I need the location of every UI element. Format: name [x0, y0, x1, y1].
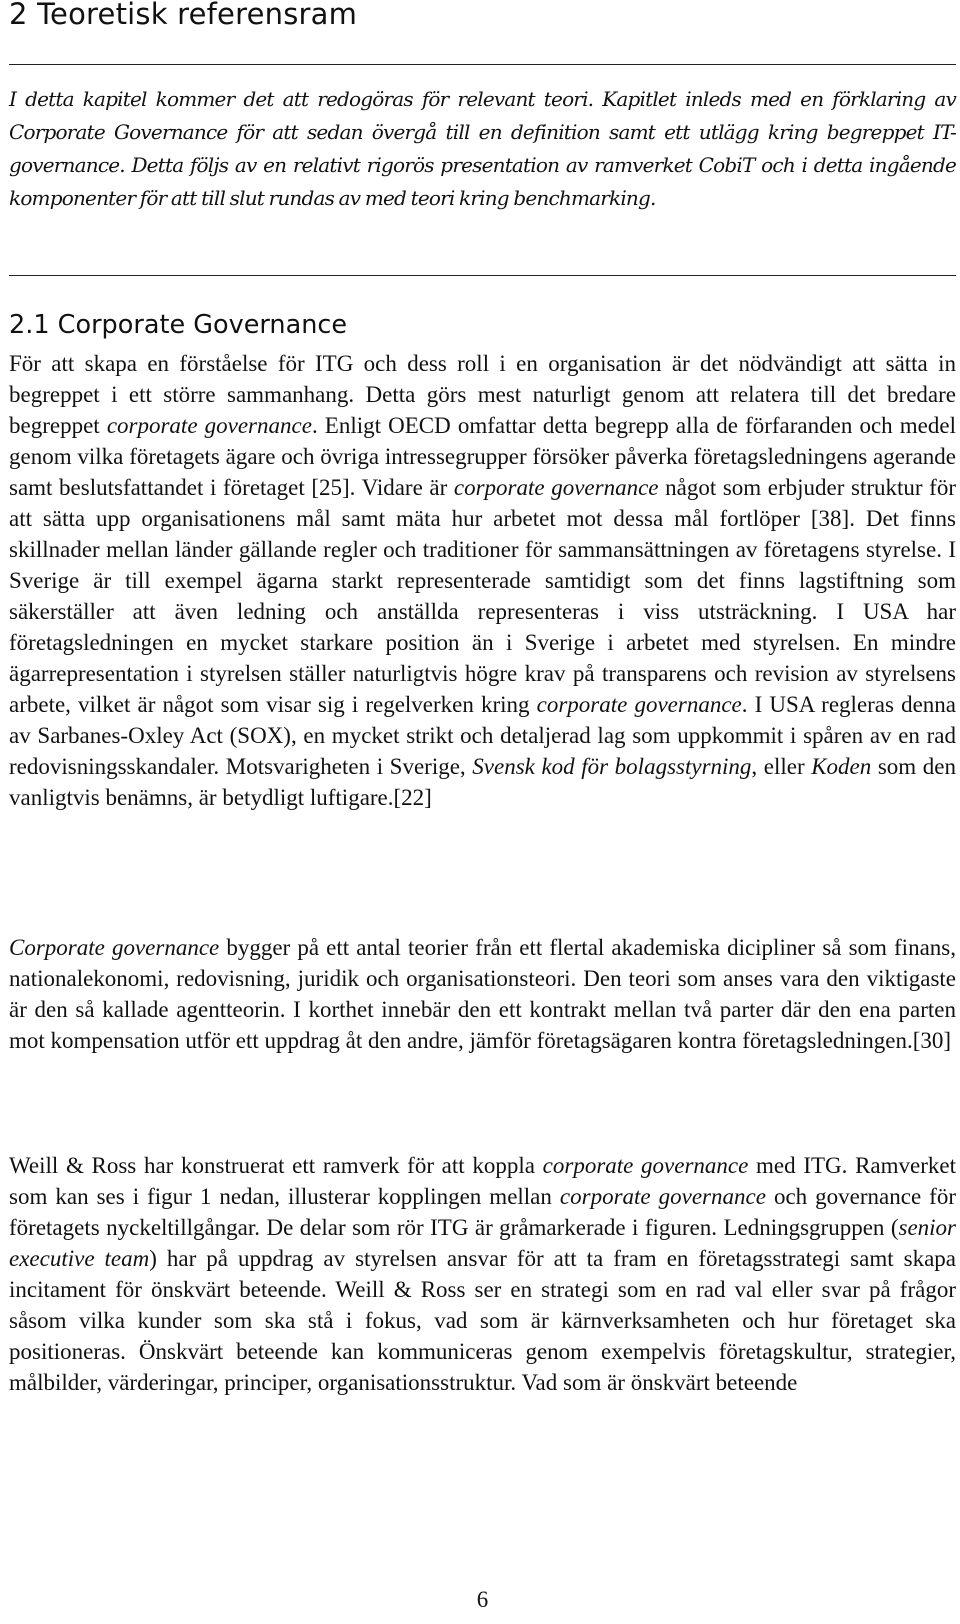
text-run: med ITG. Ramverket som kan ses i figur 1 nedan, illusterar kopplingen mellan [9, 1153, 956, 1209]
emphasis: senior executive team [9, 1215, 956, 1271]
text-run: För att skapa en förståelse för ITG och dess roll i en organisation är det nödvändigt att sätta in begreppet i ett större sammanhang. Detta görs mest naturligt genom att relatera till det bredare begreppet [9, 351, 956, 438]
text-run: ) har på uppdrag av styrelsen ansvar för att ta fram en företagsstrategi samt skapa incitament för önskvärt beteende. Weill & Ross ser en strategi som en rad val eller svar på frågor såsom vilka kunder som ska stå i fokus, vad som är kärnverksamheten och hur företaget ska positioneras. Önskvärt beteende kan kommuniceras genom exempelvis företagskultur, strategier, målbilder, värderingar, principer, organisationsstruktur. Vad som är önskvärt beteende [9, 1246, 956, 1395]
chapter-intro: I detta kapitel kommer det att redogöras för relevant teori. Kapitlet inleds med en förklaring av Corporate Governance för att sedan övergå till en definition samt ett utlägg kring begreppet IT-governance. Detta följs av en relativt rigorös presentation av ramverket CobiT och i detta ingående komponenter för att till slut rundas av med teori kring benchmarking. [9, 87, 956, 210]
page-number: 6 [476, 1587, 489, 1612]
intro-bottom-rule [9, 275, 956, 276]
text-run: något som erbjuder struktur för att sätta upp organisationens mål samt mäta hur arbetet mot dessa mål fortlöper [38]. Det finns skillnader mellan länder gällande regler och traditioner för sammansättningen av företagens styrelse. I Sverige är till exempel ägarna starkt representerade samtidigt som det finns lagstiftning som säkerställer att även ledning och anställda representeras i viss utsträckning. I USA har företagsledningen en mycket starkare position än i Sverige i arbetet med styrelsen. En mindre ägarrepresentation i styrelsen ställer naturligtvis högre krav på transparens och revision av styrelsens arbete, vilket är något som visar sig i regelverken kring [9, 475, 956, 717]
text-run: och governance för företagets nyckeltillgångar. De delar som rör ITG är gråmarkerade i figuren. Ledningsgruppen ( [9, 1184, 956, 1240]
text-run: Weill & Ross har konstruerat ett ramverk för att koppla [9, 1153, 543, 1178]
emphasis: corporate governance [106, 413, 312, 438]
section-title: 2.1 Corporate Governance [9, 310, 348, 340]
emphasis: corporate governance [559, 1184, 766, 1209]
emphasis: corporate governance [453, 475, 659, 500]
text-run: bygger på ett antal teorier från ett flertal akademiska dicipliner så som finans, nationalekonomi, redovisning, juridik och organisationsteori. Den teori som anses vara den viktigaste är den så kallade agentteorin. I korthet innebär den ett kontrakt mellan två parter där den ena parten mot kompensation utför ett uppdrag åt den andre, jämför företagsägaren kontra företagsledningen.[30] [9, 935, 956, 1053]
text-run: , eller [751, 754, 812, 779]
emphasis: Koden [811, 754, 872, 779]
intro-top-rule [9, 64, 956, 65]
emphasis: Corporate governance [9, 935, 220, 960]
paragraph-weill-ross [9, 1150, 956, 1398]
text-run: som den vanligtvis benämns, är betydligt luftigare.[22] [9, 754, 956, 810]
paragraph-corporate-governance [9, 348, 956, 813]
text-run: . I USA regleras denna av Sarbanes-Oxley Act (SOX), en mycket strikt och detaljerad lag som uppkommit i spåren av en rad redovisningsskandaler. Motsvarigheten i Sverige, [9, 692, 956, 779]
emphasis: corporate governance [536, 692, 742, 717]
emphasis: Svensk kod för bolagsstyrning [472, 754, 752, 779]
text-run: . Enligt OECD omfattar detta begrepp alla de förfaranden och medel genom vilka företagets ägare och övriga intressegrupper försöker påverka företagsledningens agerande samt beslutsfattandet i företaget [25]. Vidare är [9, 413, 956, 500]
emphasis: corporate governance [542, 1153, 749, 1178]
chapter-title: 2 Teoretisk referensram [9, 0, 358, 31]
paragraph-theories [9, 932, 956, 1056]
